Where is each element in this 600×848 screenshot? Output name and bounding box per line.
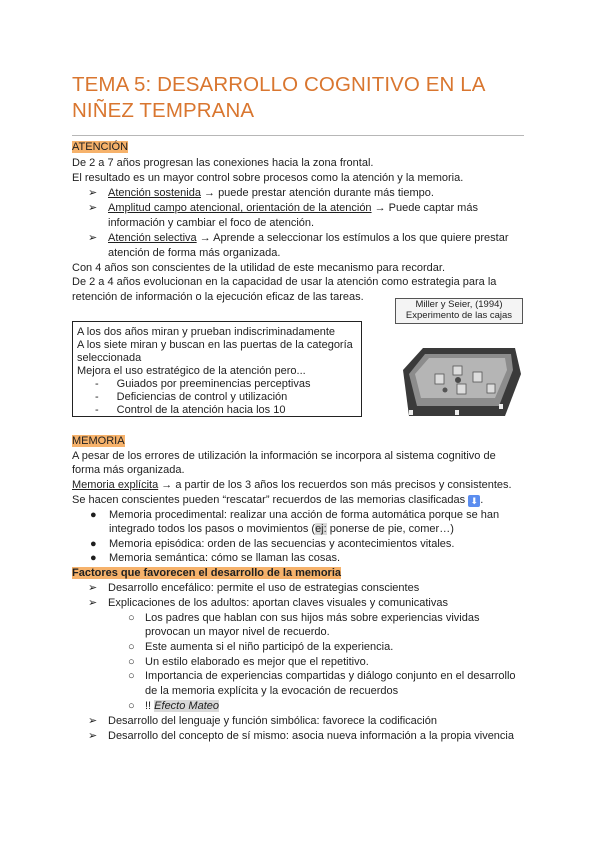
list-item: ➢ Desarrollo del lenguaje y función simbólica: favorece la codificación: [88, 715, 437, 727]
paragraph: Con 4 años son conscientes de la utilidad de este mecanismo para recordar.: [72, 262, 445, 274]
sub-list-item: ○ !! Efecto Mateo: [128, 700, 219, 712]
list-item: ● Memoria semántica: cómo se llaman las cosas.: [90, 552, 341, 564]
circle-bullet-icon: ○: [128, 641, 135, 653]
circle-bullet-icon: ○: [128, 656, 135, 668]
paragraph: De 2 a 4 años evolucionan en la capacidad de usar la atención como estrategia para la: [72, 276, 497, 288]
box-icon: [453, 366, 462, 375]
list-item-continuation: atención de forma más organizada.: [108, 247, 281, 259]
page-title-line-1: TEMA 5: DESARROLLO COGNITIVO EN LA: [72, 73, 486, 96]
bullet-dot-icon: ●: [90, 552, 97, 564]
paragraph: retención de información o la ejecución eficaz de las tareas.: [72, 291, 364, 303]
note-list-item: - Guiados por preeminencias perceptivas: [95, 378, 311, 390]
arrow-bullet-icon: ➢: [88, 187, 98, 199]
note-line: Mejora el uso estratégico de la atención pero...: [77, 365, 306, 377]
box-icon: [435, 374, 444, 384]
title-divider: [72, 135, 524, 136]
box-icon: [487, 384, 495, 393]
note-list-item: - Deficiencias de control y utilización: [95, 391, 288, 403]
list-item-continuation: integrado todos los pasos o movimientos (ej: ponerse de pie, comer…): [109, 523, 454, 535]
list-item: ➢ Desarrollo encefálico: permite el uso de estrategias conscientes: [88, 582, 420, 594]
list-item: ➢ Atención selectiva → Aprende a seleccionar los estímulos a los que quiere prestar: [88, 232, 509, 244]
list-item: ➢ Amplitud campo atencional, orientación de la atención → Puede captar más: [88, 202, 478, 214]
paragraph: De 2 a 7 años progresan las conexiones hacia la zona frontal.: [72, 157, 374, 169]
paragraph: Memoria explícita → a partir de los 3 años los recuerdos son más precisos y consistentes.: [72, 479, 512, 491]
note-line: seleccionada: [77, 352, 142, 364]
section-heading-memoria: MEMORIA: [72, 435, 125, 447]
circle-bullet-icon: ○: [128, 612, 135, 624]
arrow-bullet-icon: ➢: [88, 582, 98, 594]
down-arrow-icon: ⬇: [468, 495, 480, 507]
arrow-bullet-icon: ➢: [88, 232, 98, 244]
box-icon: [457, 384, 466, 394]
sub-list-item: ○ Los padres que hablan con sus hijos más sobre experiencias vividas: [128, 612, 480, 624]
circle-bullet-icon: ○: [128, 700, 135, 712]
paragraph: forma más organizada.: [72, 464, 185, 476]
list-item-continuation: información y cambiar el foco de atención.: [108, 217, 315, 229]
page-title: [72, 72, 542, 124]
page-title-line-2: NIÑEZ TEMPRANA: [72, 99, 255, 122]
figure-caption: Miller y Seier, (1994) Experimento de las cajas: [395, 298, 523, 324]
sub-list-item-continuation: de la memoria explícita y la evocación de recuerdos: [145, 685, 399, 697]
list-item: ● Memoria procedimental: realizar una acción de forma automática porque se han: [90, 509, 500, 521]
list-item: ➢ Desarrollo del concepto de sí mismo: asocia nueva información a la propia vivencia: [88, 730, 514, 742]
sub-list-item: ○ Un estilo elaborado es mejor que el repetitivo.: [128, 656, 369, 668]
boxes-experiment-photo: [395, 340, 525, 420]
list-item: ➢ Atención sostenida → puede prestar atención durante más tiempo.: [88, 187, 434, 199]
circle-bullet-icon: ○: [128, 670, 135, 682]
paragraph: Se hacen conscientes pueden “rescatar” recuerdos de las memorias clasificadas ⬇ .: [72, 494, 484, 506]
arrow-bullet-icon: ➢: [88, 202, 98, 214]
list-item: ● Memoria episódica: orden de las secuencias y acontecimientos vitales.: [90, 538, 455, 550]
note-line: A los siete miran y buscan en las puertas de la categoría: [77, 339, 353, 351]
sub-list-item: ○ Importancia de experiencias compartidas y diálogo conjunto en el desarrollo: [128, 670, 516, 682]
arrow-bullet-icon: ➢: [88, 730, 98, 742]
list-item: ➢ Explicaciones de los adultos: aportan claves visuales y comunicativas: [88, 597, 448, 609]
note-line: A los dos años miran y prueban indiscriminadamente: [77, 326, 336, 338]
sub-list-item-continuation: provocan un mayor nivel de recuerdo.: [145, 626, 330, 638]
factors-heading: Factores que favorecen el desarrollo de la memoria: [72, 567, 341, 579]
box-icon: [473, 372, 482, 382]
note-list-item: - Control de la atención hacia los 10: [95, 404, 286, 416]
paragraph: El resultado es un mayor control sobre procesos como la atención y la memoria.: [72, 172, 464, 184]
note-box: [72, 321, 362, 417]
bullet-dot-icon: ●: [90, 509, 97, 521]
arrow-bullet-icon: ➢: [88, 715, 98, 727]
sub-list-item: ○ Este aumenta si el niño participó de la experiencia.: [128, 641, 394, 653]
arrow-bullet-icon: ➢: [88, 597, 98, 609]
paragraph: A pesar de los errores de utilización la información se incorpora al sistema cognitivo de: [72, 450, 496, 462]
section-heading-atencion: ATENCIÓN: [72, 141, 129, 153]
bullet-dot-icon: ●: [90, 538, 97, 550]
